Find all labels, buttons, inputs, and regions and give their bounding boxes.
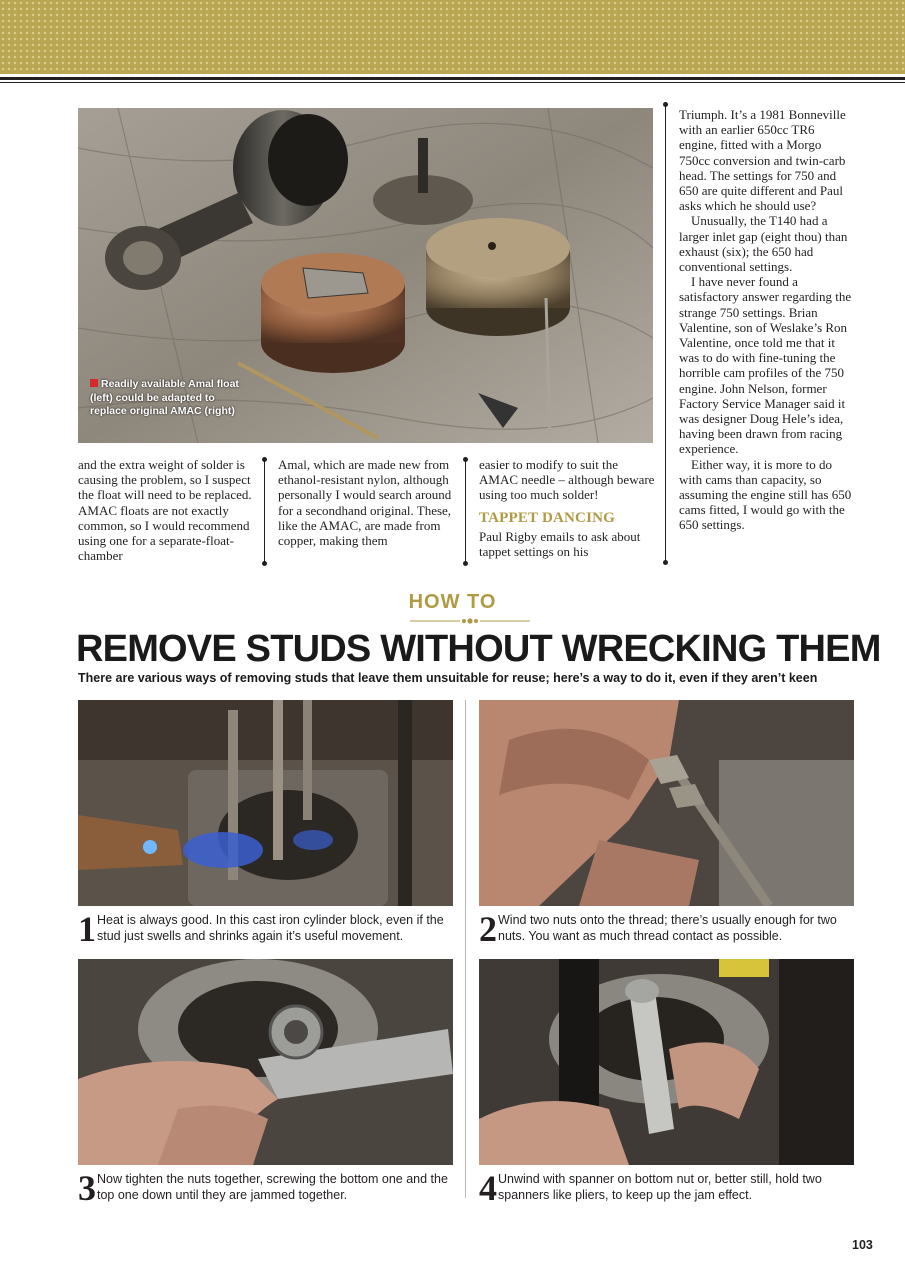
howto-label: HOW TO [408,591,497,613]
article-column-3 [479,457,655,559]
header-rule-thin [0,82,905,83]
step-number: 2 [479,909,497,949]
column-divider [465,459,466,564]
article-column-4 [679,107,855,533]
standfirst: There are various ways of removing studs that leave them unsuitable for reuse; here’s a way to do it, even if they aren’t keen [78,671,818,685]
article-paragraph: Amal, which are made new from ethanol-resistant nylon, although personally I would search around for a secondhand original. These, like the AMAC, are made from copper, making them [278,457,452,549]
article-paragraph: and the extra weight of solder is causing the problem, so I suspect the float will need to be replaced. AMAC floats are not exactly common, so I would recommend using one for a separate-float-chamber [78,457,252,564]
article-paragraph: easier to modify to suit the AMAC needle – although beware using too much solder! [479,457,655,503]
photo-caption-text: Readily available Amal float (left) could be adapted to replace original AMAC (right) [90,378,239,417]
article-paragraph: Unusually, the T140 had a larger inlet gap (eight thou) than exhaust (six); the 650 had conventional settings. [679,213,848,275]
step-3-caption [78,1168,454,1208]
step-text: Unwind with spanner on bottom nut or, better still, hold two spanners like pliers, to keep up the jam effect. [498,1172,822,1202]
step-1-photo [78,700,453,906]
steps-divider [465,700,466,1198]
step-text: Wind two nuts onto the thread; there’s usually enough for two nuts. You want as much thread contact as possible. [498,913,837,943]
step-number: 4 [479,1168,497,1208]
step-2-caption [479,909,855,949]
page-title: REMOVE STUDS WITHOUT WRECKING THEM [76,628,881,670]
step-1-caption [78,909,454,949]
caption-bullet [90,379,98,387]
page-number: 103 [852,1238,873,1252]
article-column-1 [78,457,254,563]
step-text: Now tighten the nuts together, screwing the bottom one and the top one down until they are jammed together. [97,1172,448,1202]
subhead-tappet-dancing: TAPPET DANCING [479,509,616,526]
step-number: 3 [78,1168,96,1208]
step-text: Heat is always good. In this cast iron cylinder block, even if the stud just swells and shrinks again it’s useful movement. [97,913,444,943]
howto-ornament [410,618,530,624]
step-3-photo [78,959,453,1165]
photo-caption [90,378,240,419]
article-paragraph: I have never found a satisfactory answer regarding the strange 750 settings. Brian Valentine, son of Weslake’s Ron Valentine, once told me that it was to do with fine-tuning the horrible cam profiles of the 750 engine. John Nelson, former Factory Service Manager said it was designer Doug Hele’s idea, having been drawn from racing experience. [679,274,852,457]
article-paragraph: Triumph. It’s a 1981 Bonneville with an earlier 650cc TR6 engine, fitted with a Morgo 750cc conversion and twin-carb head. The settings for 750 and 650 are quite different and Paul asks which he should use? [679,107,846,214]
column-divider [264,459,265,564]
header-rule [0,77,905,80]
step-4-caption [479,1168,855,1208]
column-divider [665,104,666,563]
article-paragraph: Paul Rigby emails to ask about tappet settings on his [479,528,641,559]
step-number: 1 [78,909,96,949]
article-paragraph: Either way, it is more to do with cams than capacity, so assuming the engine still has 650 cams fitted, I would go with the 650 settings. [679,456,852,533]
step-4-photo [479,959,854,1165]
step-2-photo [479,700,854,906]
article-column-2 [278,457,454,548]
header-dotted-band [0,0,905,74]
